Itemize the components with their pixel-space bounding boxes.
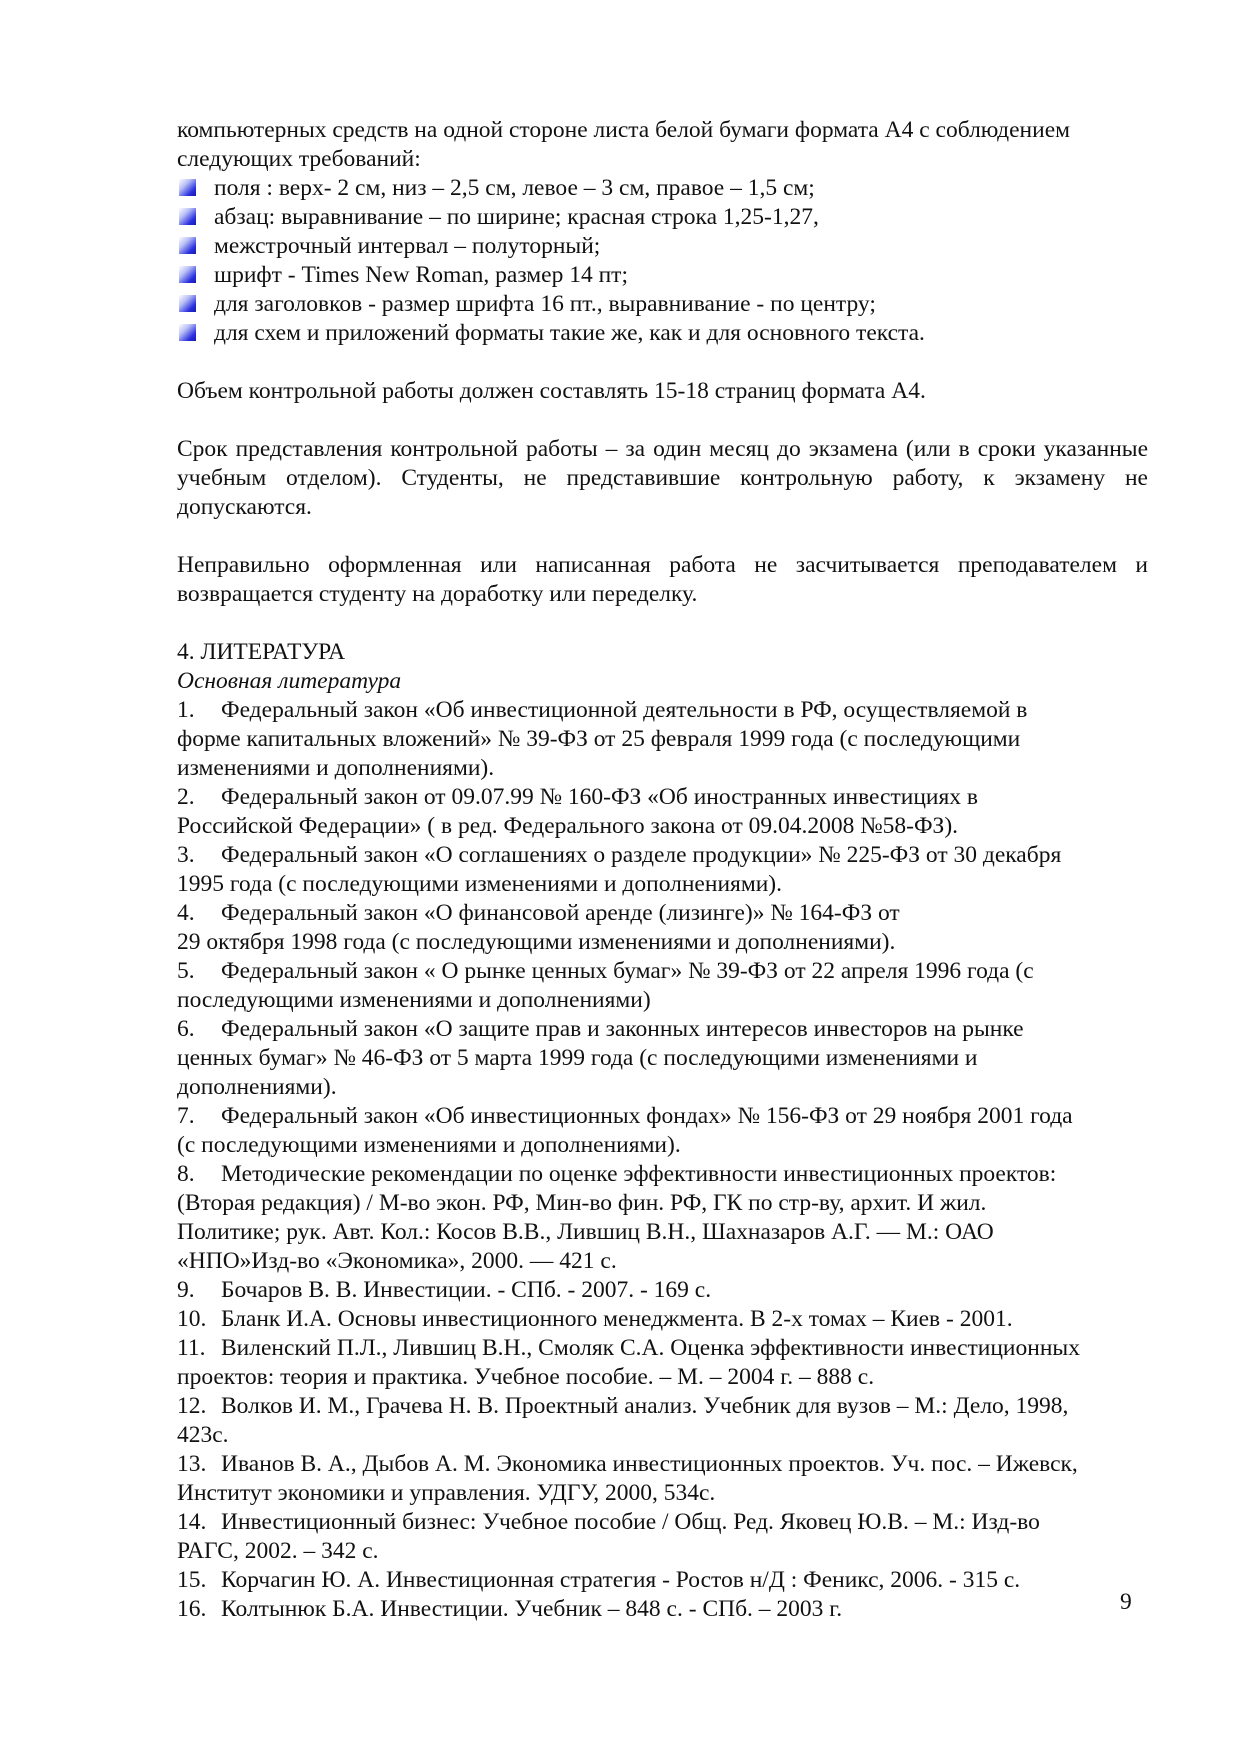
literature-item (177, 1334, 1148, 1363)
literature-item-text: последующими изменениями и дополнениями) (177, 987, 651, 1013)
list-item: для схем и приложений форматы такие же, как и для основного текста. (177, 319, 1148, 348)
literature-item-continuation (177, 1131, 1148, 1160)
literature-item-continuation (177, 986, 1148, 1015)
literature-item-text: Виленский П.Л., Лившиц В.Н., Смоляк С.А. Оценка эффективности инвестиционных (221, 1335, 1080, 1361)
literature-item-continuation (177, 1363, 1148, 1392)
literature-item-continuation (177, 928, 1148, 957)
literature-item-number: 2. (177, 784, 195, 810)
literature-item (177, 1450, 1148, 1479)
literature-item-text: «НПО»Изд-во «Экономика», 2000. — 421 с. (177, 1248, 617, 1274)
literature-item-text: изменениями и дополнениями). (177, 755, 495, 781)
literature-list (177, 696, 1148, 1624)
literature-heading: 4. ЛИТЕРАТУРА (177, 639, 346, 665)
list-item: шрифт - Times New Roman, размер 14 пт; (177, 261, 1148, 290)
literature-item-continuation (177, 725, 1148, 754)
deadline-paragraph: Срок представления контрольной работы – за один месяц до экзамена (или в сроки указанные учебным отделом). Студенты, не представившие контрольную работу, к экзамену не допускаются. (177, 436, 1148, 520)
literature-item (177, 899, 1148, 928)
literature-item (177, 1015, 1148, 1044)
literature-item-text: Политике; рук. Авт. Кол.: Косов В.В., Лившиц В.Н., Шахназаров А.Г. — М.: ОАО (177, 1219, 994, 1245)
literature-item-continuation (177, 1218, 1148, 1247)
incorrect-work-paragraph: Неправильно оформленная или написанная работа не засчитывается преподавателем и возвращается студенту на доработку или переделку. (177, 552, 1148, 607)
literature-item (177, 696, 1148, 725)
document-page (177, 116, 1148, 1624)
list-item: абзац: выравнивание – по ширине; красная строка 1,25-1,27, (177, 203, 1148, 232)
literature-item-text: Федеральный закон «Об инвестиционных фондах» № 156-ФЗ от 29 ноября 2001 года (221, 1103, 1073, 1129)
literature-item-continuation (177, 1421, 1148, 1450)
literature-item-continuation (177, 1537, 1148, 1566)
literature-subheading: Основная литература (177, 668, 402, 694)
literature-item-continuation (177, 1044, 1148, 1073)
literature-item-text: Федеральный закон « О рынке ценных бумаг» № 39-ФЗ от 22 апреля 1996 года (с (221, 958, 1034, 984)
literature-item-text: 1995 года (с последующими изменениями и дополнениями). (177, 871, 782, 897)
literature-item (177, 1160, 1148, 1189)
literature-item-text: Институт экономики и управления. УДГУ, 2000, 534с. (177, 1480, 716, 1506)
literature-item-number: 6. (177, 1016, 195, 1042)
literature-item-text: 423с. (177, 1422, 229, 1448)
literature-item-number: 9. (177, 1277, 195, 1303)
literature-item-continuation (177, 1073, 1148, 1102)
literature-item-text: Бочаров В. В. Инвестиции. - СПб. - 2007. - 169 с. (221, 1277, 712, 1303)
literature-item-text: (Вторая редакция) / М-во экон. РФ, Мин-во фин. РФ, ГК по стр-ву, архит. И жил. (177, 1190, 987, 1216)
literature-item-text: Корчагин Ю. А. Инвестиционная стратегия - Ростов н/Д : Феникс, 2006. - 315 с. (221, 1567, 1021, 1593)
literature-item (177, 1566, 1148, 1595)
literature-item-number: 12. (177, 1393, 207, 1419)
bullet-square-icon (179, 179, 196, 196)
literature-item-text: Федеральный закон «О соглашениях о разделе продукции» № 225-ФЗ от 30 декабря (221, 842, 1062, 868)
bullet-square-icon (179, 295, 196, 312)
literature-item-text: (с последующими изменениями и дополнениями). (177, 1132, 681, 1158)
literature-item-continuation (177, 1189, 1148, 1218)
literature-item-number: 7. (177, 1103, 195, 1129)
literature-item (177, 841, 1148, 870)
literature-item-text: Российской Федерации» ( в ред. Федерального закона от 09.04.2008 №58-ФЗ). (177, 813, 959, 839)
literature-item-number: 5. (177, 958, 195, 984)
bullet-square-icon (179, 324, 196, 341)
literature-item-number: 15. (177, 1567, 207, 1593)
literature-item-text: ценных бумаг» № 46-ФЗ от 5 марта 1999 года (с последующими изменениями и (177, 1045, 978, 1071)
literature-item-number: 11. (177, 1335, 206, 1361)
page-number: 9 (1120, 1589, 1132, 1615)
literature-item-text: Федеральный закон «О финансовой аренде (лизинге)» № 164-ФЗ от (221, 900, 900, 926)
literature-item-text: проектов: теория и практика. Учебное пособие. – М. – 2004 г. – 888 с. (177, 1364, 875, 1390)
requirements-list (177, 174, 1148, 348)
literature-item-continuation (177, 1479, 1148, 1508)
literature-item-number: 13. (177, 1451, 207, 1477)
literature-item (177, 957, 1148, 986)
list-item: поля : верх- 2 см, низ – 2,5 см, левое – 3 см, правое – 1,5 см; (177, 174, 1148, 203)
literature-item (177, 1392, 1148, 1421)
literature-item-text: 29 октября 1998 года (с последующими изменениями и дополнениями). (177, 929, 896, 955)
literature-item-text: Методические рекомендации по оценке эффективности инвестиционных проектов: (221, 1161, 1057, 1187)
volume-paragraph: Объем контрольной работы должен составлять 15-18 страниц формата А4. (177, 378, 926, 404)
literature-item (177, 1102, 1148, 1131)
literature-item-text: Бланк И.А. Основы инвестиционного менеджмента. В 2-х томах – Киев - 2001. (221, 1306, 1013, 1332)
literature-item-text: Колтынюк Б.А. Инвестиции. Учебник – 848 с. - СПб. – 2003 г. (221, 1596, 843, 1622)
literature-item (177, 1508, 1148, 1537)
literature-item-text: Волков И. М., Грачева Н. В. Проектный анализ. Учебник для вузов – М.: Дело, 1998, (221, 1393, 1069, 1419)
intro-line-2: следующих требований: (177, 146, 421, 172)
literature-item-text: РАГС, 2002. – 342 с. (177, 1538, 379, 1564)
literature-item-continuation (177, 812, 1148, 841)
literature-item-continuation (177, 754, 1148, 783)
literature-item-number: 1. (177, 697, 195, 723)
literature-item-number: 14. (177, 1509, 207, 1535)
intro-line-1: компьютерных средств на одной стороне листа белой бумаги формата А4 с соблюдением (177, 117, 1070, 143)
bullet-square-icon (179, 237, 196, 254)
literature-item-continuation (177, 870, 1148, 899)
literature-item-text: Федеральный закон от 09.07.99 № 160-ФЗ «Об иностранных инвестициях в (221, 784, 979, 810)
list-item: для заголовков - размер шрифта 16 пт., выравнивание - по центру; (177, 290, 1148, 319)
literature-item-continuation (177, 1247, 1148, 1276)
bullet-square-icon (179, 208, 196, 225)
literature-item-text: Федеральный закон «О защите прав и законных интересов инвесторов на рынке (221, 1016, 1024, 1042)
literature-item (177, 1305, 1148, 1334)
literature-item (177, 783, 1148, 812)
literature-item (177, 1595, 1148, 1624)
literature-item-number: 3. (177, 842, 195, 868)
literature-item-text: Федеральный закон «Об инвестиционной деятельности в РФ, осуществляемой в (221, 697, 1028, 723)
literature-item-text: форме капитальных вложений» № 39-ФЗ от 25 февраля 1999 года (с последующими (177, 726, 1021, 752)
literature-item-number: 8. (177, 1161, 195, 1187)
literature-item-text: дополнениями). (177, 1074, 337, 1100)
bullet-square-icon (179, 266, 196, 283)
list-item: межстрочный интервал – полуторный; (177, 232, 1148, 261)
literature-item-number: 4. (177, 900, 195, 926)
literature-item-text: Инвестиционный бизнес: Учебное пособие / Общ. Ред. Яковец Ю.В. – М.: Изд-во (221, 1509, 1040, 1535)
literature-item-text: Иванов В. А., Дыбов А. М. Экономика инвестиционных проектов. Уч. пос. – Ижевск, (221, 1451, 1078, 1477)
literature-item (177, 1276, 1148, 1305)
literature-item-number: 10. (177, 1306, 207, 1332)
literature-item-number: 16. (177, 1596, 207, 1622)
